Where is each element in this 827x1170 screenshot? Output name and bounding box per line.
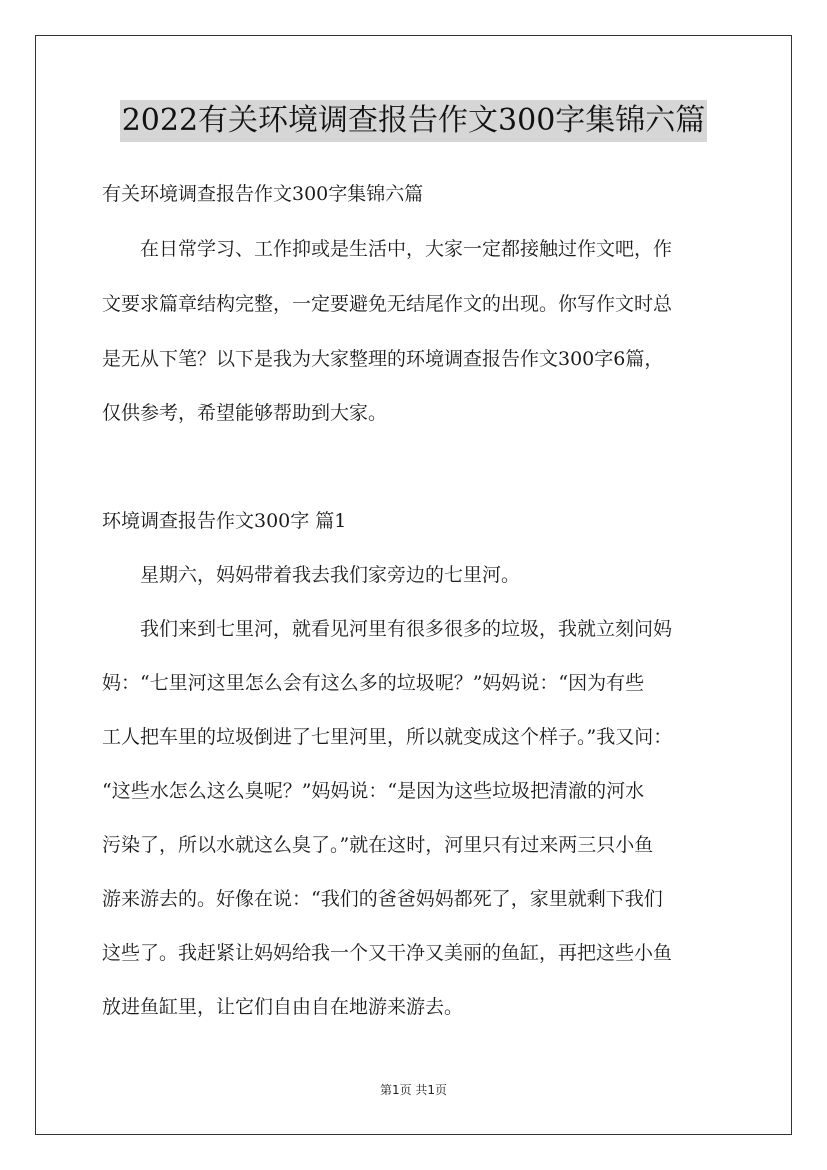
intro-line: 在日常学习、工作抑或是生活中，大家一定都接触过作文吧，作 <box>140 238 673 260</box>
section-heading: 环境调查报告作文300字 篇1 <box>102 510 347 532</box>
document-subtitle: 有关环境调查报告作文300字集锦六篇 <box>102 183 424 205</box>
body-line: 妈：“七里河这里怎么会有这么多的垃圾呢？”妈妈说：“因为有些 <box>102 672 645 694</box>
body-line: 游来游去的。好像在说：“我们的爸爸妈妈都死了，家里就剩下我们 <box>102 888 663 910</box>
intro-line: 文要求篇章结构完整，一定要避免无结尾作文的出现。你写作文时总 <box>102 293 673 315</box>
body-line: 我们来到七里河，就看见河里有很多很多的垃圾，我就立刻问妈 <box>140 618 673 640</box>
body-line: 工人把车里的垃圾倒进了七里河里，所以就变成这个样子。”我又问： <box>102 726 673 748</box>
intro-line: 是无从下笔？以下是我为大家整理的环境调查报告作文300字6篇， <box>102 348 664 370</box>
body-line: 放进鱼缸里，让它们自由自在地游来游去。 <box>102 996 464 1018</box>
body-line: “这些水怎么这么臭呢？”妈妈说：“是因为这些垃圾把清澈的河水 <box>102 780 645 802</box>
page-footer: 第1页 共1页 <box>379 1083 448 1097</box>
document-title: 2022有关环境调查报告作文300字集锦六篇 <box>120 100 708 142</box>
title-container <box>0 100 827 142</box>
intro-line: 仅供参考，希望能够帮助到大家。 <box>102 402 388 424</box>
body-line: 星期六，妈妈带着我去我们家旁边的七里河。 <box>140 564 521 586</box>
body-line: 这些了。我赶紧让妈妈给我一个又干净又美丽的鱼缸，再把这些小鱼 <box>102 942 673 964</box>
body-line: 污染了，所以水就这么臭了。”就在这时，河里只有过来两三只小鱼 <box>102 834 654 856</box>
